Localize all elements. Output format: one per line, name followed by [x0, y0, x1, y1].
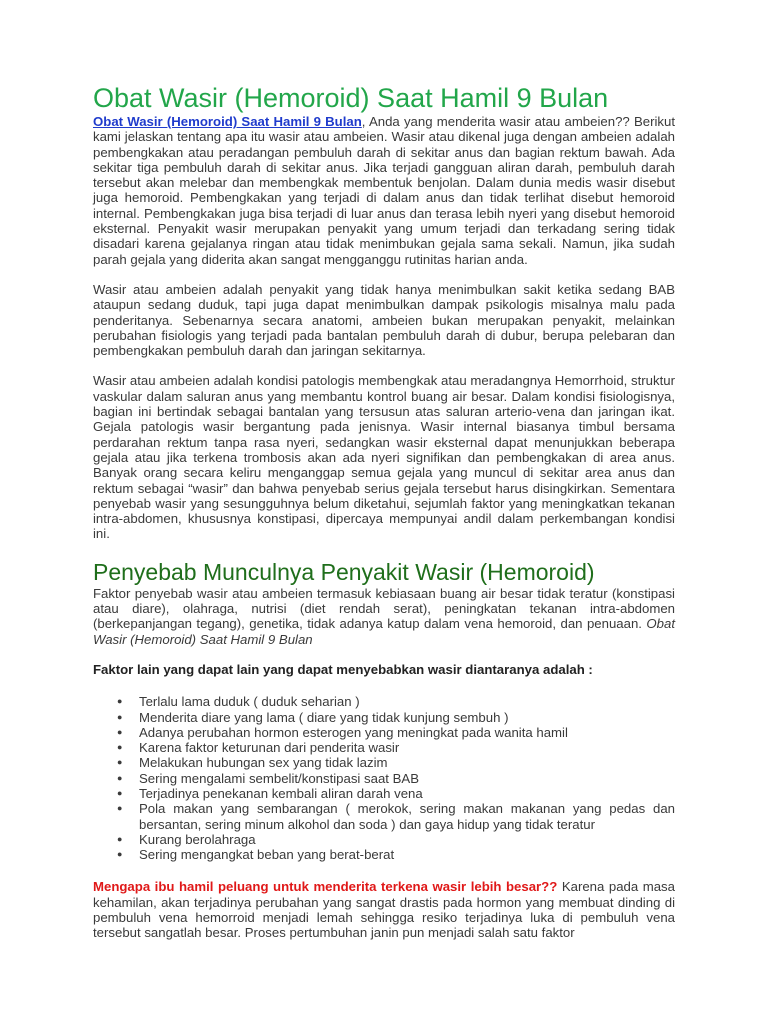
list-item-text: Pola makan yang sembarangan ( merokok, sering makan makanan yang pedas dan bersantan, sering minum alkohol dan soda ) dan gaya hidup yang tidak teratur: [139, 801, 675, 832]
list-item: [93, 710, 675, 725]
intro-paragraph: [93, 114, 675, 267]
pregnancy-question: Mengapa ibu hamil peluang untuk menderita terkena wasir lebih besar??: [93, 879, 558, 895]
paragraph-2: Wasir atau ambeien adalah penyakit yang tidak hanya menimbulkan sakit ketika sedang BAB ataupun sedang duduk, tapi juga dapat menimbulkan dampak psikologis misalnya malu pada penderitanya. Sebenarnya secara anatomi, ambeien bukan merupakan penyakit, melainkan perubahan fisiologis yang terjadi pada bantalan pembuluh darah di dubur, berupa pelebaran dan pembengkakan pembuluh darah dan jaringan sekitarnya.: [93, 281, 675, 359]
list-item-text: Terlalu lama duduk ( duduk seharian ): [139, 694, 360, 710]
causes-text: Faktor penyebab wasir atau ambeien termasuk kebiasaan buang air besar tidak teratur (konstipasi atau diare), olahraga, nutrisi (diet rendah serat), peningkatan tekanan intra-abdomen (berkepanjangan tegang), genetika, tidak adanya katup dalam vena hemoroid, dan penuaan.: [93, 585, 675, 632]
bullet-icon: ●: [117, 726, 123, 737]
factor-list: [93, 694, 675, 862]
list-item: [93, 801, 675, 832]
list-item-text: Menderita diare yang lama ( diare yang tidak kunjung sembuh ): [139, 709, 509, 725]
intro-text: , Anda yang menderita wasir atau ambeien?? Berikut kami jelaskan tentang apa itu wasir atau ambeien. Wasir atau dikenal juga dengan ambeien adalah pembengkakan atau peradangan pembuluh darah di sekitar anus dan bagian rektum bawah. Ada sekitar tiga pembuluh darah di sekitar anus. Jika terjadi gangguan aliran darah, pembuluh darah tersebut akan melebar dan membengkak membentuk benjolan. Dalam dunia medis wasir disebut juga hemoroid. Pembengkakan yang terjadi di dalam anus dan tidak terlihat disebut hemoroid internal. Pembengkakan juga bisa terjadi di luar anus dan terasa lebih nyeri yang disebut hemoroid eksternal. Penyakit wasir merupakan penyakit yang umum terjadi dan terkadang sering tidak disadari karena gejalanya ringan atau tidak menimbukan gejala sama sekali. Namun, jika sudah parah gejala yang diderita akan sangat mengganggu rutinitas harian anda.: [93, 114, 675, 267]
list-item-text: Sering mengalami sembelit/konstipasi saat BAB: [139, 770, 420, 786]
list-item: [93, 740, 675, 755]
bullet-icon: ●: [117, 696, 123, 707]
paragraph-3: Wasir atau ambeien adalah kondisi patologis membengkak atau meradangnya Hemorrhoid, struktur vaskular dalam saluran anus yang membantu kontrol buang air besar. Dalam kondisi fisiologisnya, bagian ini bertindak sebagai bantalan yang tersusun atas saluran arterio-vena dan jaringan ikat. Gejala patologis wasir bergantung pada jenisnya. Wasir internal biasanya timbul bersama perdarahan rektum tanpa rasa nyeri, sedangkan wasir eksternal dapat menunjukkan beberapa gejala atau jika terkena trombosis akan ada nyeri signifikan dan pembengkakan di area anus. Banyak orang secara keliru menganggap semua gejala yang muncul di sekitar area anus dan rektum sebagai “wasir” dan bahwa penyebab serius gejala tersebut harus disingkirkan. Sementara penyebab wasir yang sesungguhnya belum diketahui, sejumlah faktor yang meningkatkan tekanan intra-abdomen, khususnya konstipasi, dipercaya mempunyai andil dalam perkembangan kondisi ini.: [93, 373, 675, 542]
title-link[interactable]: Obat Wasir (Hemoroid) Saat Hamil 9 Bulan: [93, 114, 362, 129]
list-item: [93, 786, 675, 801]
page-title: Obat Wasir (Hemoroid) Saat Hamil 9 Bulan: [93, 83, 609, 113]
bullet-icon: ●: [117, 772, 123, 783]
list-item-text: Melakukan hubungan sex yang tidak lazim: [139, 755, 388, 771]
causes-paragraph: [93, 586, 675, 647]
list-item-text: Terjadinya penekanan kembali aliran darah vena: [139, 785, 423, 801]
list-item: [93, 832, 675, 847]
pregnancy-text: Karena pada masa kehamilan, akan terjadinya perubahan yang sangat drastis pada hormon yang membuat dinding di pembuluh vena hemorroid menjadi lemah sehingga resiko terjadinya luka di pembuluh vena tersebut sangatlah besar. Proses pertumbuhan janin pun menjadi salah satu faktor: [93, 879, 675, 941]
bullet-icon: ●: [117, 711, 123, 722]
bullet-icon: ●: [117, 757, 123, 768]
list-item-text: Kurang berolahraga: [139, 831, 256, 847]
bullet-icon: ●: [117, 742, 123, 753]
list-item-text: Sering mengangkat beban yang berat-berat: [139, 847, 395, 863]
bullet-icon: ●: [117, 833, 123, 844]
section-heading-causes: Penyebab Munculnya Penyakit Wasir (Hemoroid): [93, 558, 595, 585]
list-item: [93, 725, 675, 740]
list-item-text: Adanya perubahan hormon esterogen yang meningkat pada wanita hamil: [139, 724, 568, 740]
bullet-icon: ●: [117, 849, 123, 860]
list-item: [93, 755, 675, 770]
bullet-icon: ●: [117, 787, 123, 798]
factors-heading: Faktor lain yang dapat lain yang dapat menyebabkan wasir diantaranya adalah :: [93, 661, 593, 677]
causes-italic-title: Obat Wasir (Hemoroid) Saat Hamil 9 Bulan: [93, 616, 675, 647]
list-item: [93, 847, 675, 862]
pregnancy-paragraph: [93, 879, 675, 940]
list-item: [93, 771, 675, 786]
bullet-icon: ●: [117, 803, 123, 814]
list-item: [93, 694, 675, 709]
list-item-text: Karena faktor keturunan dari penderita wasir: [139, 740, 400, 756]
